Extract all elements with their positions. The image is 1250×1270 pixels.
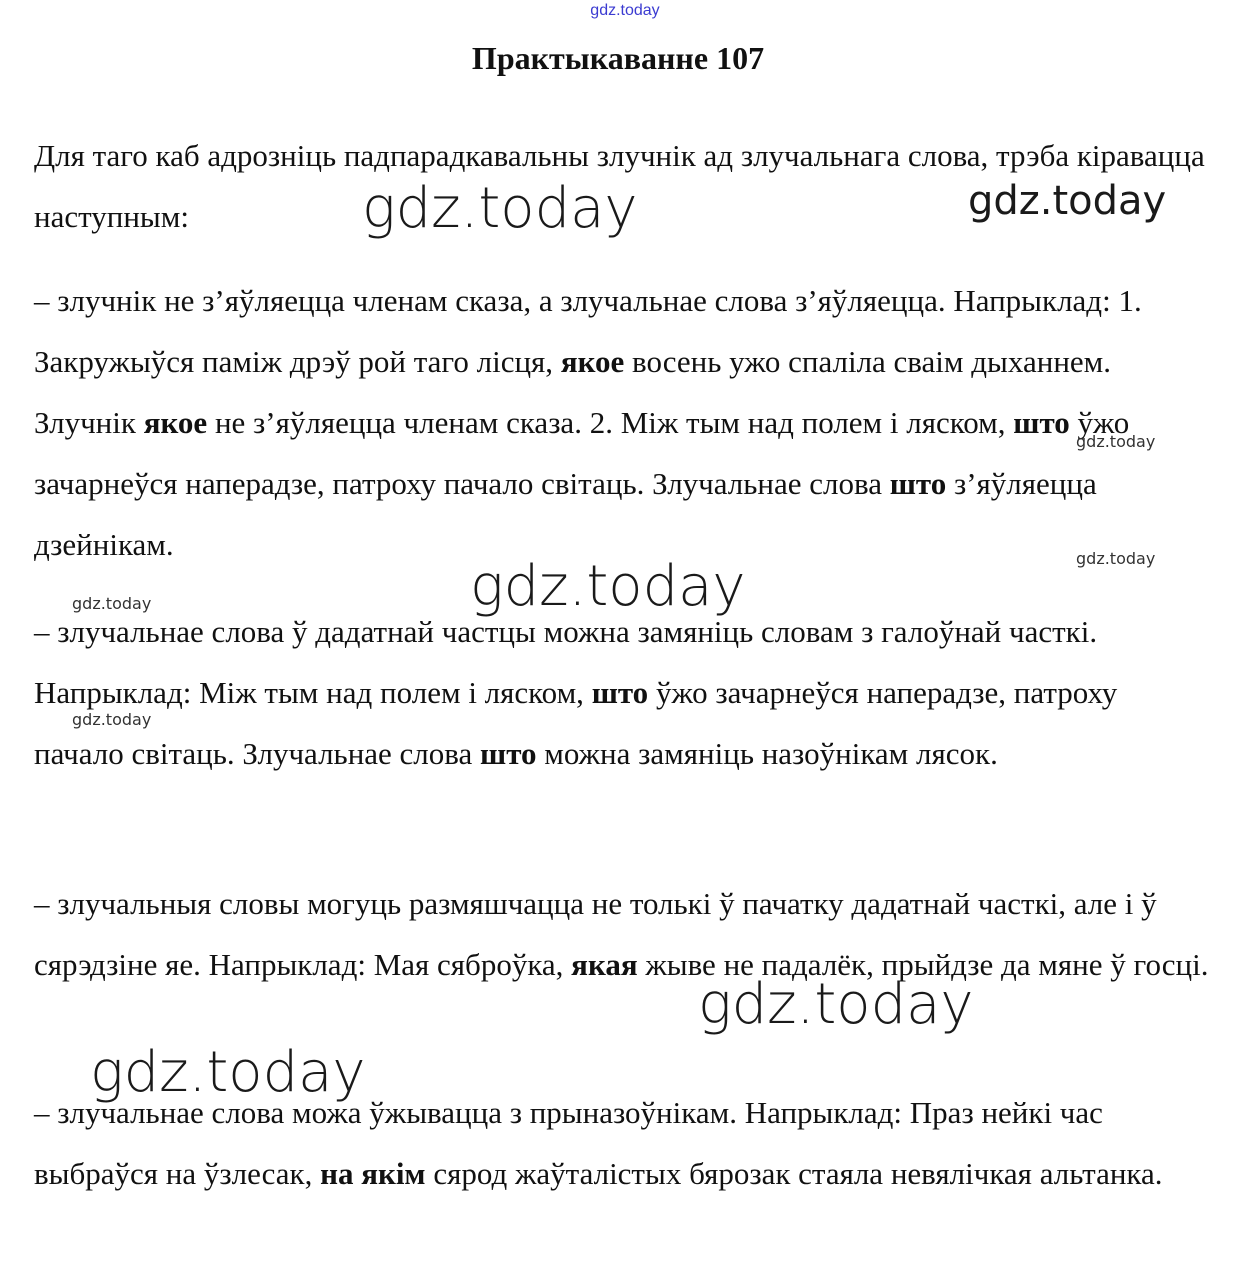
rule-1-text-3: не з’яўляецца членам сказа. 2. Між тым над полем і ляском, xyxy=(207,405,1014,440)
rule-1-bold-4: што xyxy=(889,466,947,501)
rule-1-bold-1: якое xyxy=(560,344,625,379)
rule-2-bold-2: што xyxy=(480,736,537,771)
watermark: gdz.today xyxy=(72,710,152,729)
watermark: gdz.today xyxy=(72,594,152,613)
rule-1-text-5: з’яўляецца дзейнікам. xyxy=(34,466,1097,562)
watermark: gdz.today xyxy=(470,554,746,619)
rule-2-text-1: – злучальнае слова ў дадатнай частцы можна замяніць словам з галоўнай часткі. Напрыклад: Між тым над полем і ляском, xyxy=(34,614,1098,710)
watermark: gdz.today xyxy=(698,972,974,1037)
rule-2-text-3: можна замяніць назоўнікам лясок. xyxy=(536,736,998,771)
rule-3-text-2: жыве не падалёк, прыйдзе да мяне ў госці. xyxy=(637,947,1209,982)
rule-3-text-1: – злучальныя словы могуць размяшчацца не толькі ў пачатку дадатнай часткі, але і ў сярэдзіне яе. Напрыклад: Мая сяброўка, xyxy=(34,886,1157,982)
watermark: gdz.today xyxy=(968,178,1167,224)
watermark: gdz.today xyxy=(1076,432,1156,451)
rule-1-text-4: ўжо зачарнеўся наперадзе, патроху пачало світаць. Злучальнае слова xyxy=(34,405,1130,501)
rule-4-text-2: сярод жаўталістых бярозак стаяла невялічкая альтанка. xyxy=(425,1156,1163,1191)
rule-2-bold-1: што xyxy=(591,675,649,710)
watermark: gdz.today xyxy=(90,1040,366,1105)
rule-4-bold-1: на якім xyxy=(320,1156,426,1191)
rule-1-text-2: восень ужо спаліла сваім дыханнем. Злучнік xyxy=(34,344,1112,440)
rule-2-paragraph xyxy=(34,601,1214,784)
watermark: gdz.today xyxy=(362,176,638,241)
rule-1-bold-2: якое xyxy=(143,405,208,440)
rule-3-bold-1: якая xyxy=(571,947,638,982)
page-title: Практыкаванне 107 xyxy=(471,40,765,76)
rule-1-bold-3: што xyxy=(1013,405,1070,440)
rule-3-paragraph xyxy=(34,873,1214,995)
rule-1-text-1: – злучнік не з’яўляецца членам сказа, а злучальнае слова з’яўляецца. Напрыклад: 1. Закружыўся паміж дрэў рой таго лісця, xyxy=(34,283,1142,379)
rule-1-paragraph xyxy=(34,270,1214,575)
intro-paragraph: Для таго каб адрозніць падпарадкавальны злучнік ад злучальнага слова, трэба кіравацца наступным: xyxy=(34,138,1205,234)
header-watermark: gdz.today xyxy=(590,2,660,19)
watermark: gdz.today xyxy=(1076,549,1156,568)
rule-2-text-2: ўжо зачарнеўся наперадзе, патроху пачало світаць. Злучальнае слова xyxy=(34,675,1118,771)
rule-4-text-1: – злучальнае слова можа ўжывацца з прыназоўнікам. Напрыклад: Праз нейкі час выбраўся на ўзлесак, xyxy=(34,1095,1103,1191)
